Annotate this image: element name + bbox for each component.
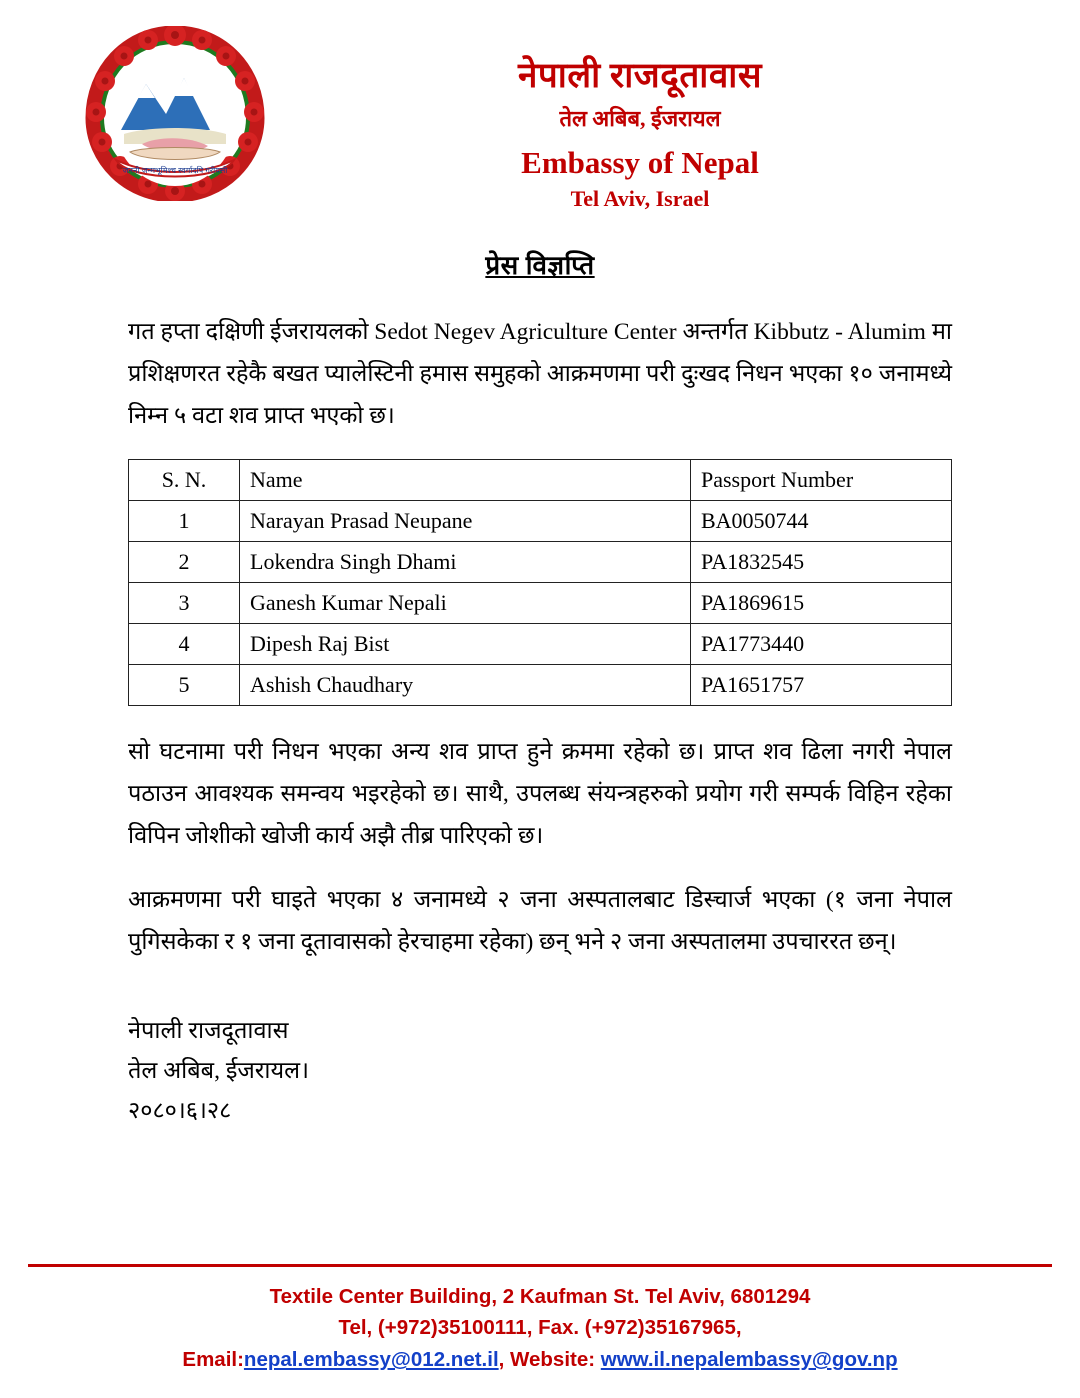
cell-name: Narayan Prasad Neupane: [240, 501, 691, 542]
footer-phone: Tel, (+972)35100111, Fax. (+972)35167965,: [338, 1316, 742, 1340]
nepal-national-emblem-icon: [80, 26, 270, 201]
header-titles: [280, 26, 1020, 214]
footer-contact-line: [0, 1344, 1080, 1376]
footer-email-label: Email:: [182, 1348, 244, 1372]
cell-passport: PA1651757: [691, 665, 952, 706]
document-header: [0, 0, 1080, 212]
column-header-sn: S. N.: [129, 460, 240, 501]
page-title: प्रेस विज्ञप्ति: [485, 251, 595, 280]
paragraph-repatriation: सो घटनामा परी निधन भएका अन्य शव प्राप्त हुने क्रममा रहेको छ। प्राप्त शव ढिला नगरी नेपाल पठाउन आवश्यक समन्वय भइरहेको छ। साथै, उपलब्ध संयन्त्रहरुको प्रयोग गरी सम्पर्क विहिन रहेका विपिन जोशीको खोजी कार्य अझै तीब्र पारिएको छ।: [128, 739, 952, 850]
cell-sn: 1: [129, 501, 240, 542]
table-row: [129, 665, 952, 706]
cell-passport: PA1832545: [691, 542, 952, 583]
footer-website-label: , Website:: [498, 1348, 601, 1372]
victims-table: [128, 459, 952, 706]
embassy-name-english: Embassy of Nepal: [521, 144, 759, 180]
embassy-location-english: Tel Aviv, Israel: [570, 186, 710, 212]
column-header-passport: Passport Number: [691, 460, 952, 501]
paragraph-intro: गत हप्ता दक्षिणी ईजरायलको Sedot Negev Agriculture Center अन्तर्गत Kibbutz - Alumim मा प्रशिक्षणरत रहेकै बखत प्यालेस्टिनी हमास समुहको आक्रमणमा परी दुःखद निधन भएका १० जनामध्ये निम्न ५ वटा शव प्राप्त भएको छ।: [128, 319, 952, 429]
footer-website-link[interactable]: www.il.nepalembassy@gov.np: [600, 1348, 898, 1372]
signature-date: २०८०।६।२८: [128, 1097, 232, 1124]
cell-passport: BA0050744: [691, 501, 952, 542]
cell-passport: PA1869615: [691, 583, 952, 624]
emblem-container: [70, 26, 280, 201]
cell-name: Ashish Chaudhary: [240, 665, 691, 706]
footer-email-link[interactable]: nepal.embassy@012.net.il: [243, 1348, 499, 1372]
table-row: [129, 501, 952, 542]
cell-sn: 4: [129, 624, 240, 665]
cell-name: Lokendra Singh Dhami: [240, 542, 691, 583]
svg-text:जननी जन्मभूमिश्च स्वर्गादपि गर: जननी जन्मभूमिश्च स्वर्गादपि गरीयसी: [122, 166, 228, 175]
signature-embassy: नेपाली राजदूतावास: [128, 1017, 289, 1044]
column-header-name: Name: [240, 460, 691, 501]
cell-sn: 5: [129, 665, 240, 706]
footer-divider: [28, 1264, 1052, 1267]
signature-location: तेल अबिब, ईजरायल।: [128, 1057, 309, 1084]
footer-address: Textile Center Building, 2 Kaufman St. Tel Aviv, 6801294: [269, 1284, 811, 1308]
table-row: [129, 624, 952, 665]
document-body: [0, 246, 1080, 1131]
cell-passport: PA1773440: [691, 624, 952, 665]
signature-block: [128, 1012, 952, 1132]
cell-sn: 2: [129, 542, 240, 583]
document-footer: [0, 1264, 1080, 1398]
table-row: [129, 583, 952, 624]
embassy-name-nepali: नेपाली राजदूतावास: [517, 56, 763, 95]
table-row: [129, 542, 952, 583]
cell-sn: 3: [129, 583, 240, 624]
paragraph-injured: आक्रमणमा परी घाइते भएका ४ जनामध्ये २ जना अस्पतालबाट डिस्चार्ज भएका (१ जना नेपाल पुगिसकेका र १ जना दूतावासको हेरचाहमा रहेका) छन् भने २ जना अस्पतालमा उपचाररत छन्।: [128, 886, 952, 955]
embassy-location-nepali: तेल अबिब, ईजरायल: [559, 105, 721, 131]
cell-name: Ganesh Kumar Nepali: [240, 583, 691, 624]
cell-name: Dipesh Raj Bist: [240, 624, 691, 665]
table-header-row: [129, 460, 952, 501]
